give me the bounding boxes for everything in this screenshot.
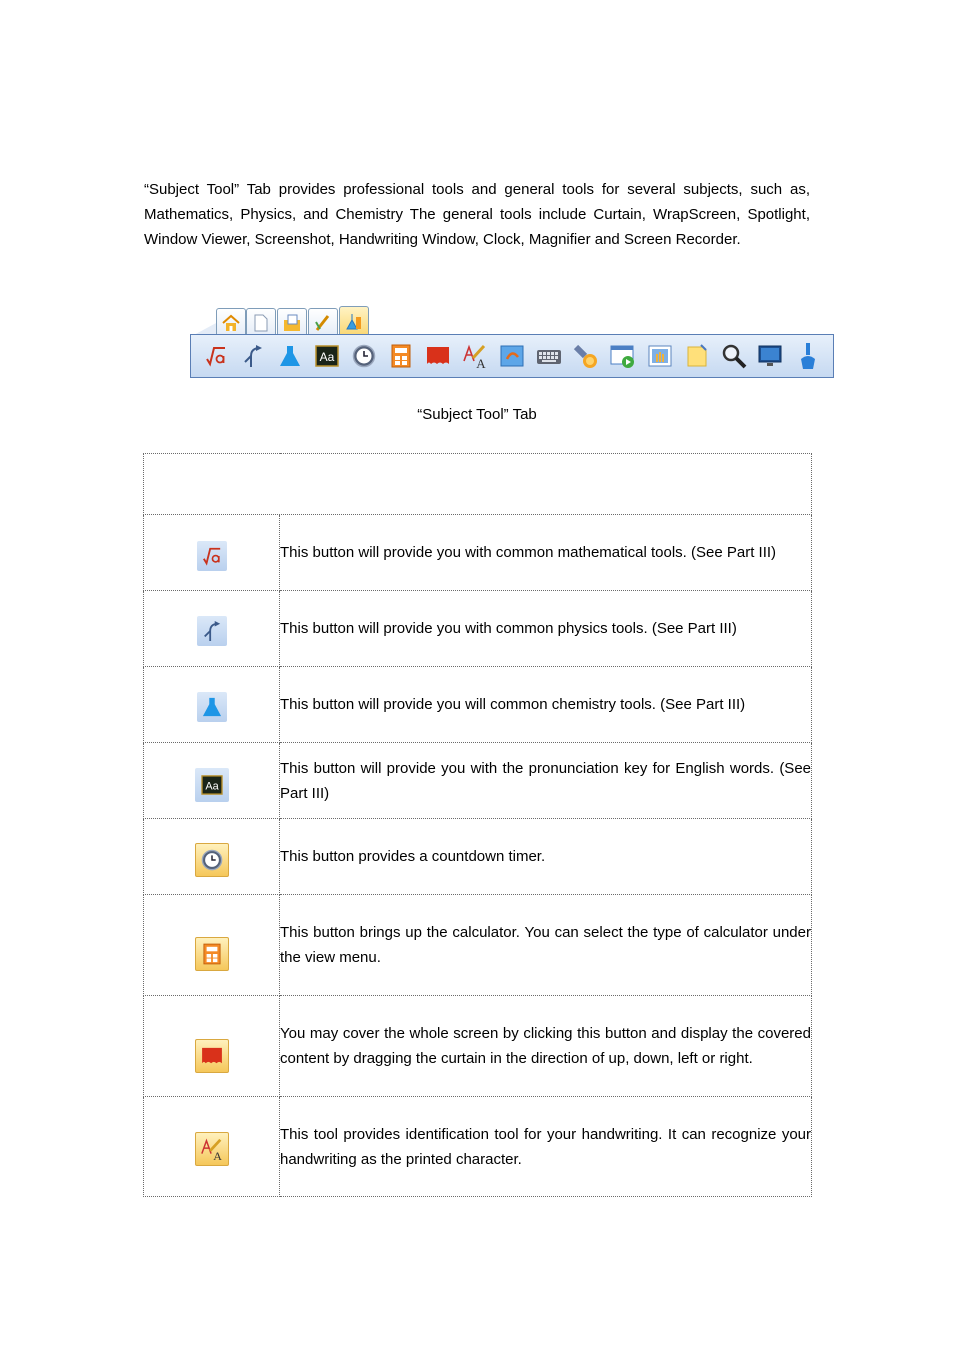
row-description: This tool provides identification tool for your handwriting. It can recognize your handwriting as the printed character. <box>280 1097 812 1197</box>
calculator-icon[interactable] <box>382 341 419 371</box>
table-row <box>144 743 812 819</box>
table-row <box>144 515 812 591</box>
keyboard-icon[interactable] <box>530 341 567 371</box>
tab-page[interactable] <box>246 308 276 336</box>
table-header-cell <box>144 454 812 515</box>
table-row <box>144 996 812 1097</box>
row-description: This button will provide you with common mathematical tools. (See Part III) <box>280 515 812 591</box>
table-row <box>144 1097 812 1197</box>
pen-icon <box>313 314 333 332</box>
tab-pen[interactable] <box>308 308 338 336</box>
spotlight-icon[interactable] <box>567 341 604 371</box>
math-icon[interactable] <box>197 341 234 371</box>
svg-text:A: A <box>212 1149 222 1161</box>
row-description: This button provides a countdown timer. <box>280 819 812 895</box>
brush-tool-icon[interactable] <box>789 341 826 371</box>
home-icon <box>221 314 241 332</box>
row-description: This button will provide you with common physics tools. (See Part III) <box>280 591 812 667</box>
svg-text:Aa: Aa <box>319 350 334 364</box>
tool-description-table <box>143 453 812 1197</box>
table-row <box>144 591 812 667</box>
pronunciation-icon[interactable] <box>308 341 345 371</box>
clock-icon <box>195 843 229 877</box>
row-description: You may cover the whole screen by clicking this button and display the covered content by dragging the curtain in the direction of up, down, left or right. <box>280 996 812 1097</box>
toolbar-bar <box>190 334 834 378</box>
math-icon <box>197 541 227 571</box>
table-header-row <box>144 454 812 515</box>
page-icon <box>253 314 269 332</box>
handwriting-icon[interactable] <box>456 341 493 371</box>
chemistry-flask-icon <box>197 692 227 722</box>
table-row <box>144 667 812 743</box>
curtain-icon <box>195 1039 229 1073</box>
intro-paragraph: “Subject Tool” Tab provides professional tools and general tools for several subjects, such as, Mathematics, Physics, and Chemistry The general tools include Curtain, WrapScreen, Spotlight, Window Viewer, Screenshot, Handwriting Window, Clock, Magnifier and Screen Recorder. <box>144 181 810 248</box>
handwriting-icon <box>195 1132 229 1166</box>
clock-icon[interactable] <box>345 341 382 371</box>
toolbar-tabs <box>190 306 390 336</box>
magnifier-icon[interactable] <box>715 341 752 371</box>
chemistry-flask-icon[interactable] <box>271 341 308 371</box>
tab-home[interactable] <box>216 308 246 336</box>
curtain-icon[interactable] <box>419 341 456 371</box>
folder-icon <box>282 314 302 332</box>
tab-subject-tool[interactable] <box>339 306 369 336</box>
window-viewer-icon[interactable] <box>604 341 641 371</box>
table-row <box>144 895 812 996</box>
subject-tool-toolbar-image <box>190 306 836 380</box>
table-row <box>144 819 812 895</box>
wrapscreen-icon[interactable] <box>493 341 530 371</box>
screenshot-icon[interactable] <box>641 341 678 371</box>
figure-caption: “Subject Tool” Tab <box>417 406 537 423</box>
calculator-icon <box>195 937 229 971</box>
subject-tool-icon <box>344 312 364 332</box>
physics-icon <box>197 616 227 646</box>
row-description: This button brings up the calculator. You can select the type of calculator under the view menu. <box>280 895 812 996</box>
svg-text:Aa: Aa <box>204 780 219 793</box>
pronunciation-icon <box>195 768 229 802</box>
row-description: This button will provide you will common chemistry tools. (See Part III) <box>280 667 812 743</box>
physics-icon[interactable] <box>234 341 271 371</box>
row-description: This button will provide you with the pronunciation key for English words. (See Part III) <box>280 743 812 819</box>
sticky-note-icon[interactable] <box>678 341 715 371</box>
svg-text:A: A <box>475 356 486 369</box>
tab-insert[interactable] <box>277 308 307 336</box>
screen-recorder-icon[interactable] <box>752 341 789 371</box>
